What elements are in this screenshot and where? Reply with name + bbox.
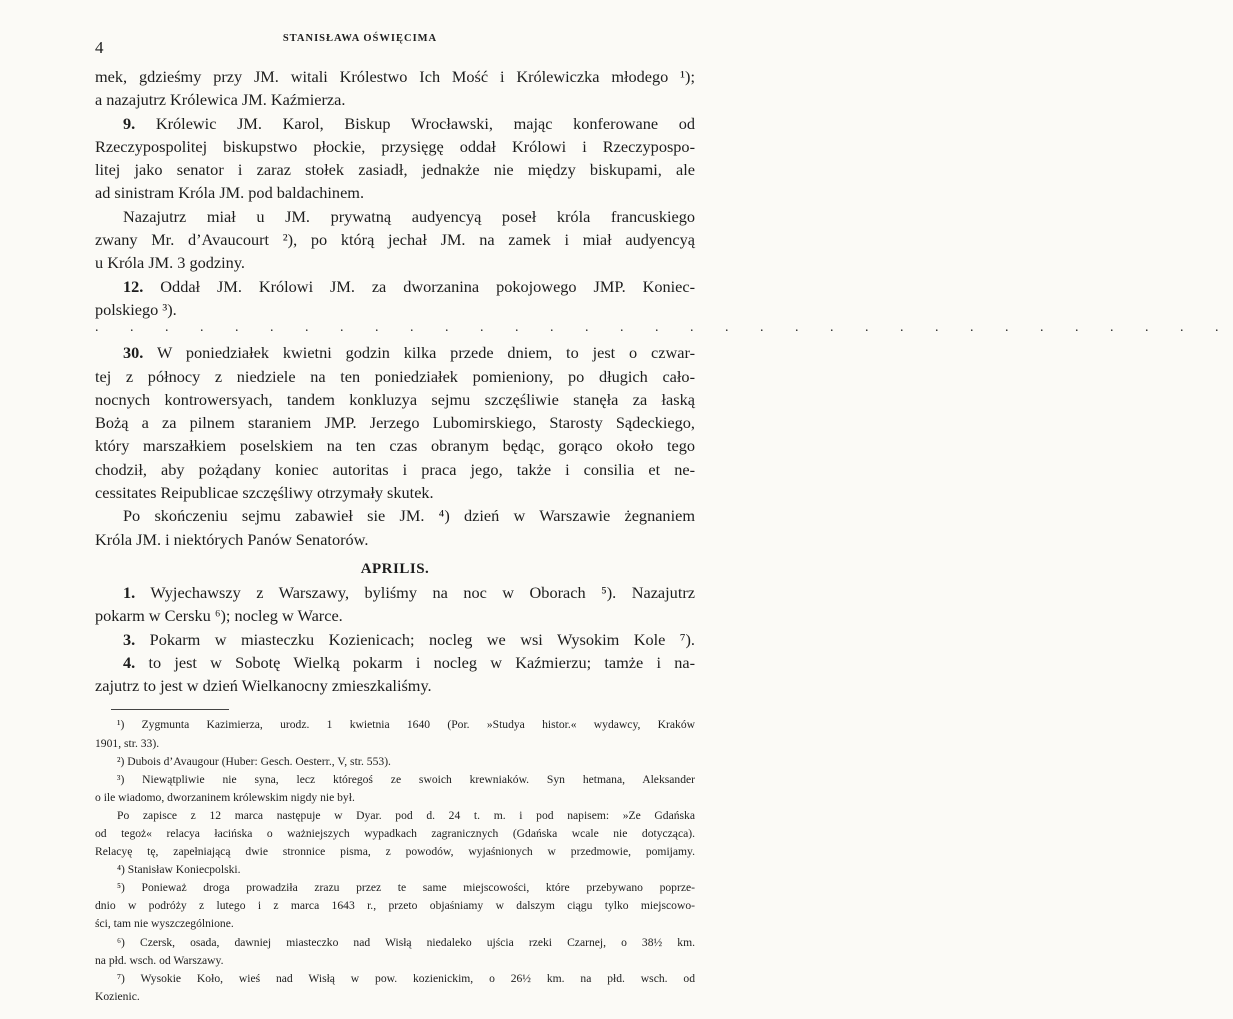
footnote-line: od tegoż« relacya łacińska o ważniejszych wypadkach zagranicznych (Gdańska wcale nie dotycząca). xyxy=(95,826,695,840)
paragraph-30 xyxy=(95,341,695,364)
text-line: to jest w Sobotę Wielką pokarm i nocleg w Kaźmierzu; tamże i na- xyxy=(148,652,695,672)
footnote-line: dnio w podróży z lutego i z marca 1643 r., przeto objaśniamy w dalszym ciągu tylko miejscowo- xyxy=(95,899,695,913)
footnote-4: ⁴) Stanisław Koniecpolski. xyxy=(117,863,241,877)
text-line: litej jako senator i zaraz stołek zasiadł, jednakże nie między biskupami, ale xyxy=(95,160,695,180)
entry-number: 4. xyxy=(123,652,136,672)
text-line: a nazajutrz Królewica JM. Kaźmierza. xyxy=(95,90,346,110)
footnote-note: Po zapisce z 12 marca następuje w Dyar. pod d. 24 t. m. i pod napisem: »Ze Gdańska xyxy=(117,808,695,822)
footnote-2: ²) Dubois d’Avaugour (Huber: Gesch. Oesterr., V, str. 553). xyxy=(117,754,391,768)
text-line: tej z północy z niedziele na ten poniedziałek pomieniony, po długich cało- xyxy=(95,366,695,386)
paragraph-9 xyxy=(95,112,695,135)
footnote-line: Relacyę tę, zapełniającą dwie stronnice pisma, z powodów, wyjaśnionych w przedmowie, pomijamy. xyxy=(95,845,695,859)
text-line: pokarm w Cersku ⁶); nocleg w Warce. xyxy=(95,606,343,626)
text-line: W poniedziałek kwietni godzin kilka przede dniem, to jest o czwar- xyxy=(156,343,695,363)
footnote-7: ⁷) Wysokie Koło, wieś nad Wisłą w pow. kozienickim, o 26½ km. na płd. wsch. od xyxy=(117,971,695,985)
entry-number: 1. xyxy=(123,582,136,602)
text-line: Po skończeniu sejmu zabawieł sie JM. ⁴) dzień w Warszawie żegnaniem xyxy=(123,506,695,526)
text-line: nocnych kontrowersyach, tandem konkluzya sejmu szczęśliwie stanęła za łaską xyxy=(95,389,695,409)
footnote-rule xyxy=(111,709,229,710)
text-line: Królewic JM. Karol, Biskup Wrocławski, mając konferowane od xyxy=(155,113,695,133)
footnote-5: ⁵) Ponieważ droga prowadziła zrazu przez te same miejscowości, które przebywano poprze- xyxy=(117,881,695,895)
footnote-line: o ile wiadomo, dworzaninem królewskim nigdy nie był. xyxy=(95,790,355,804)
page-number: 4 xyxy=(95,38,104,57)
text-line: polskiego ³). xyxy=(95,299,177,319)
text-line: Oddał JM. Królowi JM. za dworzanina pokojowego JMP. Koniec- xyxy=(160,276,695,296)
paragraph-12 xyxy=(95,275,695,298)
text-line: chodził, aby pożądany koniec autoritas i praca jego, także i consilia et ne- xyxy=(95,459,695,479)
text-line: Rzeczypospolitej biskupstwo płockie, przysięgę oddał Królowi i Rzeczypospo- xyxy=(95,136,695,156)
entry-4 xyxy=(95,651,695,674)
text-line: Pokarm w miasteczku Kozienicach; nocleg we wsi Wysokim Kole ⁷). xyxy=(149,629,696,649)
running-title: STANISŁAWA OŚWIĘCIMA xyxy=(282,33,438,44)
main-text xyxy=(95,65,1233,1006)
entry-number: 9. xyxy=(123,113,136,133)
entry-number: 30. xyxy=(123,343,144,363)
text-line: Bożą a za pilnem staraniem JMP. Jerzego Lubomirskiego, Starosty Sądeckiego, xyxy=(95,413,695,433)
entry-number: 3. xyxy=(123,629,136,649)
ellipsis-separator: . . . . . . . . . . . . . . . . . . . . . . . . . . . . . . . . . xyxy=(95,320,1233,336)
footnote-line: Kozienic. xyxy=(95,989,140,1003)
footnote-6: ⁶) Czersk, osada, dawniej miasteczko nad Wisłą niedaleko ujścia rzeki Czarnej, o 38½ km. xyxy=(117,935,695,949)
footnote-line: 1901, str. 33). xyxy=(95,736,160,750)
footnote-line: na płd. wsch. od Warszawy. xyxy=(95,953,224,967)
text-line: u Króla JM. 3 godziny. xyxy=(95,253,245,273)
text-line: mek, gdzieśmy przy JM. witali Królestwo Ich Mość i Królewiczka młodego ¹); xyxy=(95,67,695,86)
text-line: Króla JM. i niektórych Panów Senatorów. xyxy=(95,529,369,549)
text-line: Nazajutrz miał u JM. prywatną audyencyą poseł króla francuskiego xyxy=(123,206,695,226)
text-line: zwany Mr. d’Avaucourt ²), po którą jechał JM. na zamek i miał audyencyą xyxy=(95,230,695,250)
footnote-line: ści, tam nie wyszczególnione. xyxy=(95,917,234,931)
text-line: ad sinistram Króla JM. pod baldachinem. xyxy=(95,183,365,203)
entry-number: 12. xyxy=(123,276,144,296)
text-line: cessitates Reipublicae szczęśliwy otrzymały skutek. xyxy=(95,483,434,503)
footnote-1: ¹) Zygmunta Kazimierza, urodz. 1 kwietnia 1640 (Por. »Studya histor.« wydawcy, Kraków xyxy=(117,718,695,732)
text-line: zajutrz to jest w dzień Wielkanocny zmieszkaliśmy. xyxy=(95,676,432,696)
footnote-3: ³) Niewątpliwie nie syna, lecz któregoś ze swoich krewniaków. Syn hetmana, Aleksander xyxy=(117,772,695,786)
text-line: Wyjechawszy z Warszawy, byliśmy na noc w Oborach ⁵). Nazajutrz xyxy=(150,582,695,602)
text-line: który marszałkiem poselskiem na ten czas obranym będąc, gorąco około tego xyxy=(95,436,695,456)
entry-1 xyxy=(95,581,695,604)
section-heading: APRILIS. xyxy=(360,560,430,577)
entry-3 xyxy=(95,628,695,651)
